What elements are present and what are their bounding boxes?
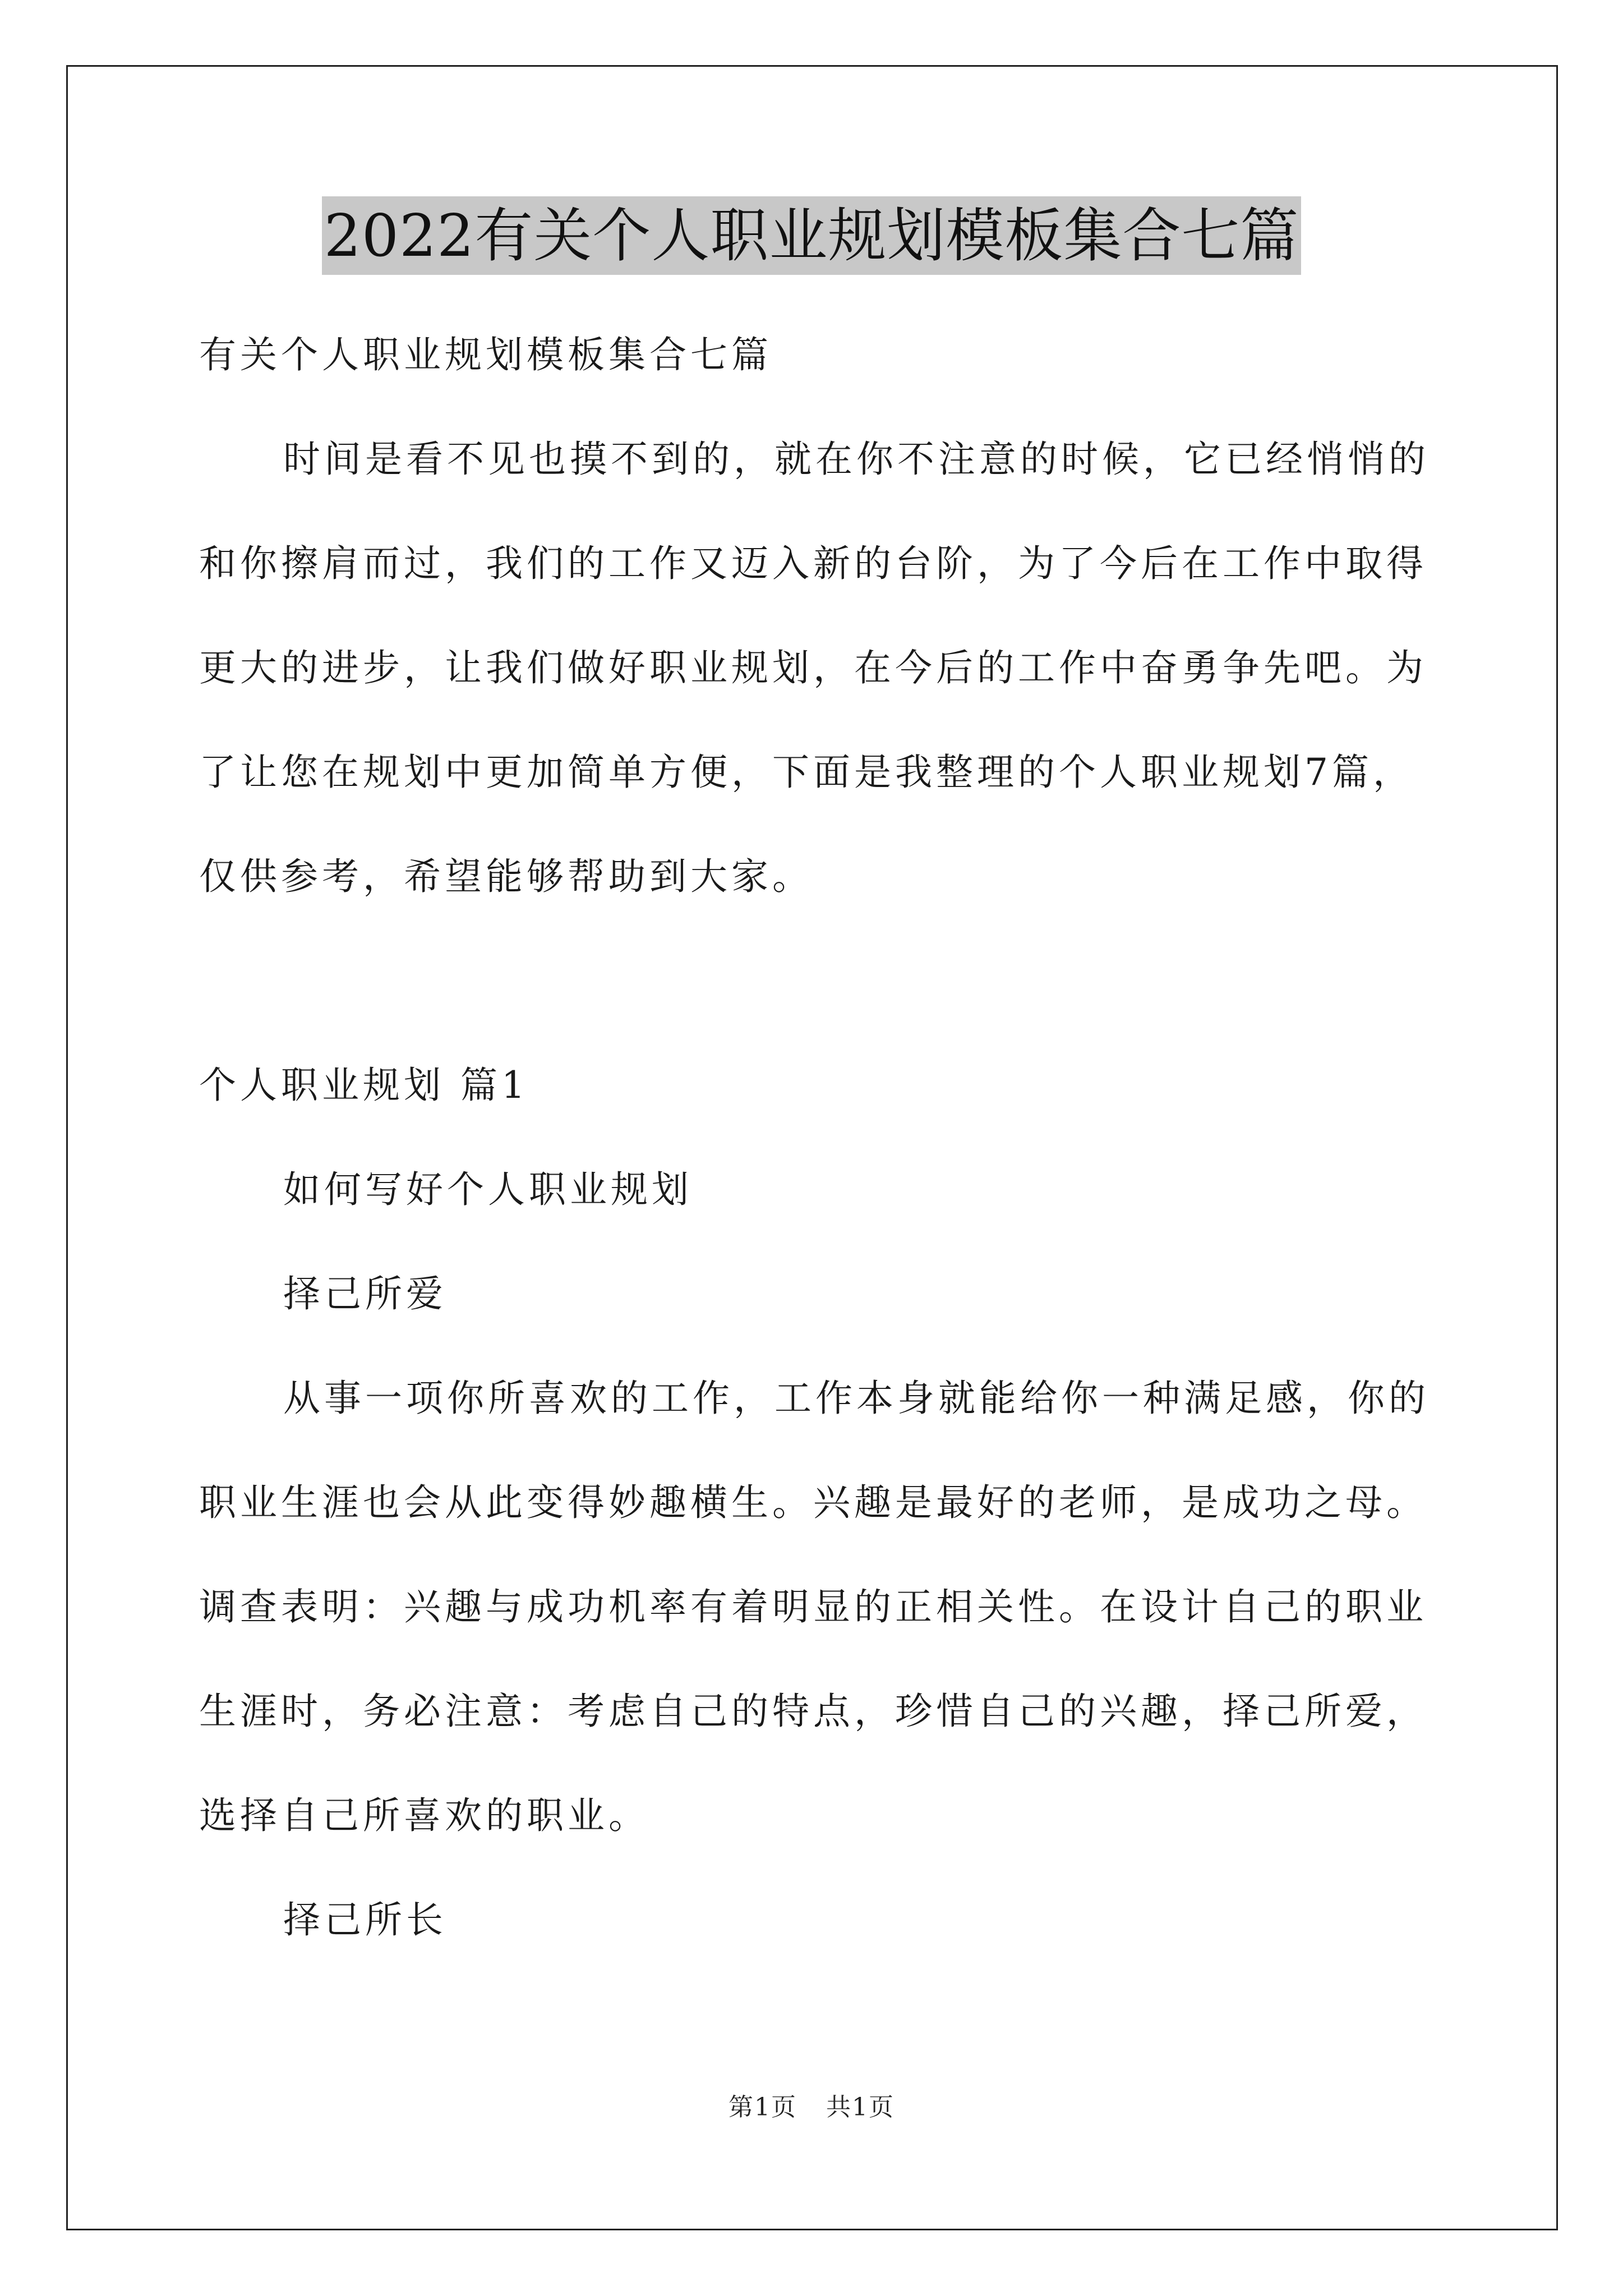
paragraph-line: 从事一项你所喜欢的工作，工作本身就能给你一种满足感，你的: [283, 1377, 1430, 1420]
subtitle-line: 有关个人职业规划模板集合七篇: [199, 333, 772, 376]
paragraph-line: 调查表明：兴趣与成功机率有着明显的正相关性。在设计自己的职业: [199, 1585, 1427, 1628]
section-heading: 个人职业规划 篇1: [199, 1064, 529, 1107]
paragraph-line: 选择自己所喜欢的职业。: [199, 1794, 649, 1837]
paragraph-line: 更大的进步，让我们做好职业规划，在今后的工作中奋勇争先吧。为: [199, 646, 1427, 689]
paragraph-line: 和你擦肩而过，我们的工作又迈入新的台阶，为了今后在工作中取得: [199, 542, 1427, 585]
title-container: [0, 196, 1623, 275]
page-total: 共1页: [826, 2093, 895, 2122]
blank-line: [199, 929, 1438, 1033]
paragraph-line: 职业生涯也会从此变得妙趣横生。兴趣是最好的老师，是成功之母。: [199, 1481, 1427, 1524]
paragraph-line: 时间是看不见也摸不到的，就在你不注意的时候，它已经悄悄的: [283, 438, 1430, 481]
page-footer: [0, 2087, 1623, 2123]
paragraph-line: 如何写好个人职业规划: [283, 1168, 693, 1211]
paragraph-line: 了让您在规划中更加简单方便，下面是我整理的个人职业规划7篇，: [199, 751, 1414, 794]
page-number: 第1页: [728, 2093, 797, 2122]
document-body: [199, 303, 1438, 1972]
paragraph-line: 生涯时，务必注意：考虑自己的特点，珍惜自己的兴趣，择己所爱，: [199, 1690, 1427, 1733]
paragraph-line: 仅供参考，希望能够帮助到大家。: [199, 855, 813, 898]
paragraph-line: 择己所爱: [283, 1272, 447, 1315]
paragraph-line: 择己所长: [283, 1898, 447, 1941]
document-title: 2022有关个人职业规划模板集合七篇: [322, 196, 1302, 275]
